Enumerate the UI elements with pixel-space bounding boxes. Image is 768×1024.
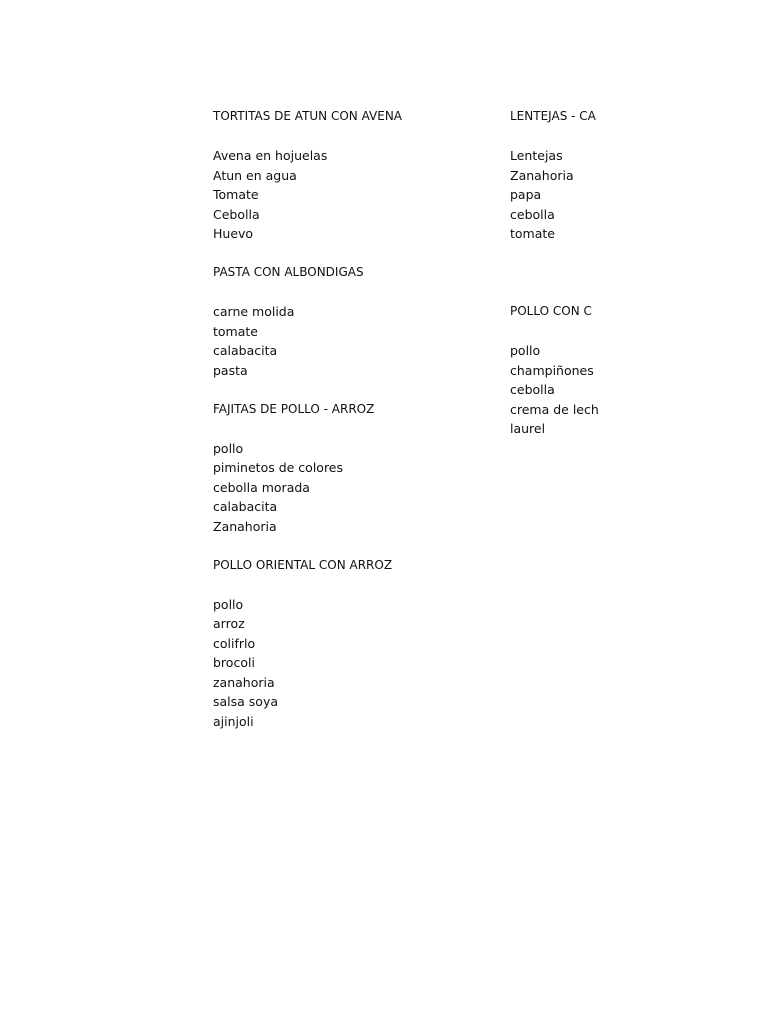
blank-line [213,380,503,400]
blank-line [213,419,503,439]
blank-line [213,575,503,595]
ingredient-item: tomate [213,323,258,339]
ingredient-item: salsa soya [213,694,279,709]
ingredient-item: Cebolla [213,206,260,222]
blank-line [213,127,503,147]
ingredient-item: Avena en hojuelas [213,148,328,163]
ingredient-item: Atun en agua [213,167,297,183]
ingredient-item: ajinjoli [213,713,254,729]
ingredient-item: arroz [213,616,245,631]
ingredient-item: Tomate [213,187,259,202]
blank-line [510,263,586,283]
left-recipe-column [213,107,503,731]
blank-line [510,283,586,303]
recipe-title: POLLO ORIENTAL CON ARROZ [213,557,393,572]
recipe-title: POLLO CON C [510,304,592,318]
ingredient-item: brocoli [213,655,255,670]
blank-line [213,283,503,303]
ingredient-item: crema de lech [510,401,599,417]
ingredient-item: cebolla [510,206,555,222]
ingredient-item: pollo [510,343,541,358]
blank-line [510,244,586,264]
ingredient-item: laurel [510,421,546,436]
ingredient-item: Zanahoria [213,518,277,534]
ingredient-item: cebolla [510,382,555,397]
ingredient-item: calabacita [213,343,278,358]
blank-line [213,536,503,556]
ingredient-item: tomate [510,226,555,241]
blank-line [510,127,586,147]
ingredient-item: carne molida [213,304,295,319]
ingredient-item: calabacita [213,499,278,514]
ingredient-item: papa [510,187,542,202]
ingredient-item: Zanahoria [510,167,574,183]
ingredient-item: pollo [213,440,244,456]
ingredient-item: colifrlo [213,635,256,651]
ingredient-item: zanahoria [213,674,275,690]
ingredient-item: cebolla morada [213,479,310,495]
recipe-title: FAJITAS DE POLLO - ARROZ [213,401,375,416]
recipe-title: LENTEJAS - CA [510,109,596,123]
recipe-title: PASTA CON ALBONDIGAS [213,265,364,279]
blank-line [510,322,586,342]
blank-line [213,244,503,264]
right-recipe-column [510,107,599,439]
ingredient-item: champiñones [510,362,594,378]
ingredient-item: Lentejas [510,148,563,163]
ingredient-item: pollo [213,596,244,612]
ingredient-item: pasta [213,362,248,378]
ingredient-item: piminetos de colores [213,460,344,475]
recipe-title: TORTITAS DE ATUN CON AVENA [213,109,402,123]
ingredient-item: Huevo [213,226,254,241]
